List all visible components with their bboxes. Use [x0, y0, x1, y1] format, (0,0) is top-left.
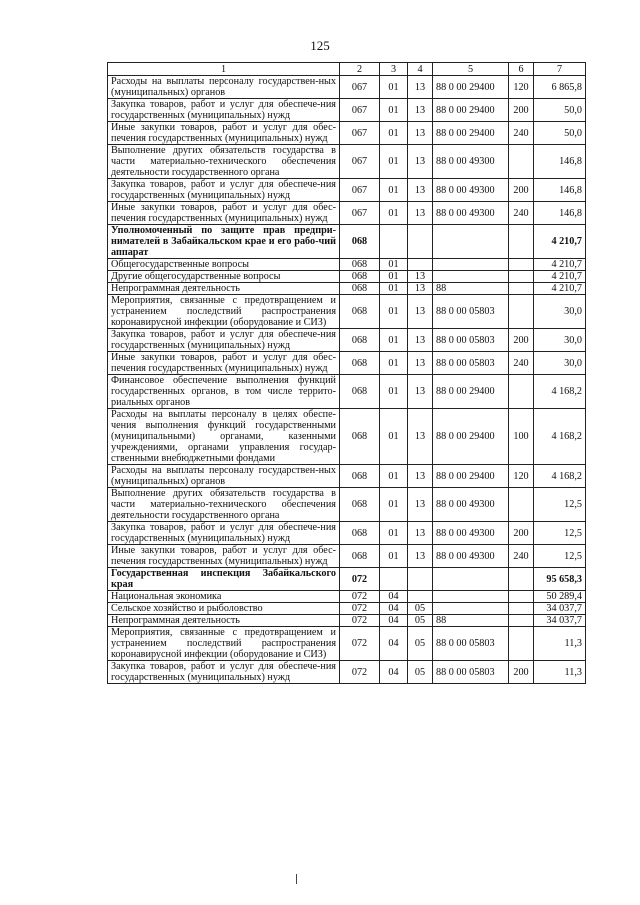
row-name-cell: Расходы на выплаты персоналу в целях обеспе-чения выполнения функций государственными (муниципальными) органами, казенными учреждениями, органами управления государ-ственными внебюджетными фондами [108, 409, 340, 465]
subsection-code-cell [408, 591, 433, 603]
expense-type-cell [509, 591, 534, 603]
target-article-cell: 88 [433, 283, 509, 295]
table-row [108, 488, 586, 522]
amount-cell: 50,0 [534, 99, 586, 122]
amount-cell: 30,0 [534, 295, 586, 329]
amount-cell: 146,8 [534, 179, 586, 202]
grbs-code-cell: 068 [340, 225, 380, 259]
header-cell: 5 [433, 63, 509, 76]
section-code-cell: 01 [380, 145, 408, 179]
table-row [108, 465, 586, 488]
amount-cell: 34 037,7 [534, 615, 586, 627]
target-article-cell: 88 0 00 49300 [433, 179, 509, 202]
row-name-cell: Закупка товаров, работ и услуг для обеспече-ния государственных (муниципальных) нужд [108, 661, 340, 684]
row-name-cell: Национальная экономика [108, 591, 340, 603]
amount-cell: 4 210,7 [534, 225, 586, 259]
target-article-cell: 88 0 00 05803 [433, 295, 509, 329]
amount-cell: 12,5 [534, 488, 586, 522]
subsection-code-cell: 13 [408, 352, 433, 375]
target-article-cell: 88 0 00 29400 [433, 375, 509, 409]
subsection-code-cell: 13 [408, 409, 433, 465]
section-code-cell [380, 225, 408, 259]
section-code-cell: 01 [380, 295, 408, 329]
amount-cell: 12,5 [534, 522, 586, 545]
section-code-cell: 01 [380, 375, 408, 409]
grbs-code-cell: 072 [340, 591, 380, 603]
amount-cell: 4 210,7 [534, 271, 586, 283]
grbs-code-cell: 072 [340, 568, 380, 591]
target-article-cell [433, 259, 509, 271]
subsection-code-cell: 13 [408, 76, 433, 99]
amount-cell: 50 289,4 [534, 591, 586, 603]
target-article-cell: 88 0 00 29400 [433, 465, 509, 488]
footer-mark [296, 874, 297, 884]
subsection-code-cell: 13 [408, 283, 433, 295]
page-number: 125 [310, 38, 330, 53]
target-article-cell [433, 603, 509, 615]
row-name-cell: Закупка товаров, работ и услуг для обеспече-ния государственных (муниципальных) нужд [108, 329, 340, 352]
section-code-cell: 01 [380, 179, 408, 202]
subsection-code-cell: 05 [408, 603, 433, 615]
amount-cell: 146,8 [534, 145, 586, 179]
table-row [108, 603, 586, 615]
target-article-cell: 88 0 00 49300 [433, 545, 509, 568]
table-row [108, 122, 586, 145]
row-name-cell: Общегосударственные вопросы [108, 259, 340, 271]
table-row [108, 179, 586, 202]
row-name-cell: Уполномоченный по защите прав предпри-нимателей в Забайкальском крае и его рабо-чий аппарат [108, 225, 340, 259]
target-article-cell: 88 0 00 05803 [433, 352, 509, 375]
row-name-cell: Расходы на выплаты персоналу государствен-ных (муниципальных) органов [108, 76, 340, 99]
expense-type-cell [509, 375, 534, 409]
grbs-code-cell: 068 [340, 352, 380, 375]
budget-table [107, 62, 586, 684]
subsection-code-cell: 05 [408, 661, 433, 684]
expense-type-cell: 120 [509, 76, 534, 99]
row-name-cell: Закупка товаров, работ и услуг для обеспече-ния государственных (муниципальных) нужд [108, 99, 340, 122]
subsection-code-cell: 13 [408, 329, 433, 352]
expense-type-cell [509, 488, 534, 522]
amount-cell: 50,0 [534, 122, 586, 145]
table-row [108, 271, 586, 283]
grbs-code-cell: 067 [340, 99, 380, 122]
expense-type-cell: 120 [509, 465, 534, 488]
expense-type-cell: 240 [509, 352, 534, 375]
section-code-cell: 01 [380, 202, 408, 225]
target-article-cell [433, 271, 509, 283]
grbs-code-cell: 067 [340, 145, 380, 179]
row-name-cell: Расходы на выплаты персоналу государствен-ных (муниципальных) органов [108, 465, 340, 488]
header-cell: 7 [534, 63, 586, 76]
grbs-code-cell: 068 [340, 522, 380, 545]
table-row [108, 661, 586, 684]
row-name-cell: Государственная инспекция Забайкальского края [108, 568, 340, 591]
amount-cell: 4 210,7 [534, 283, 586, 295]
section-code-cell: 01 [380, 488, 408, 522]
section-code-cell: 01 [380, 259, 408, 271]
row-name-cell: Мероприятия, связанные с предотвращением и устранением последствий распространения коронавирусной инфекции (оборудование и СИЗ) [108, 627, 340, 661]
table-row [108, 627, 586, 661]
header-cell: 2 [340, 63, 380, 76]
amount-cell: 11,3 [534, 661, 586, 684]
target-article-cell: 88 0 00 49300 [433, 145, 509, 179]
target-article-cell: 88 [433, 615, 509, 627]
table-row [108, 295, 586, 329]
section-code-cell: 01 [380, 409, 408, 465]
subsection-code-cell [408, 225, 433, 259]
expense-type-cell: 240 [509, 545, 534, 568]
target-article-cell: 88 0 00 49300 [433, 202, 509, 225]
subsection-code-cell: 13 [408, 465, 433, 488]
table-row [108, 225, 586, 259]
section-code-cell: 01 [380, 99, 408, 122]
grbs-code-cell: 072 [340, 627, 380, 661]
amount-cell: 12,5 [534, 545, 586, 568]
amount-cell: 146,8 [534, 202, 586, 225]
table-body [108, 63, 586, 684]
amount-cell: 4 168,2 [534, 375, 586, 409]
target-article-cell: 88 0 00 05803 [433, 661, 509, 684]
grbs-code-cell: 068 [340, 283, 380, 295]
section-code-cell: 01 [380, 76, 408, 99]
subsection-code-cell [408, 568, 433, 591]
target-article-cell: 88 0 00 29400 [433, 99, 509, 122]
table-row [108, 568, 586, 591]
amount-cell: 4 168,2 [534, 409, 586, 465]
subsection-code-cell: 13 [408, 271, 433, 283]
row-name-cell: Непрограммная деятельность [108, 283, 340, 295]
grbs-code-cell: 068 [340, 375, 380, 409]
grbs-code-cell: 072 [340, 661, 380, 684]
subsection-code-cell: 05 [408, 627, 433, 661]
table-row [108, 545, 586, 568]
target-article-cell: 88 0 00 49300 [433, 522, 509, 545]
target-article-cell: 88 0 00 05803 [433, 627, 509, 661]
grbs-code-cell: 067 [340, 122, 380, 145]
target-article-cell [433, 568, 509, 591]
section-code-cell: 01 [380, 522, 408, 545]
row-name-cell: Финансовое обеспечение выполнения функций государственных органов, в том числе террито-риальных органов [108, 375, 340, 409]
amount-cell: 34 037,7 [534, 603, 586, 615]
amount-cell: 6 865,8 [534, 76, 586, 99]
section-code-cell: 01 [380, 352, 408, 375]
subsection-code-cell: 13 [408, 488, 433, 522]
expense-type-cell: 100 [509, 409, 534, 465]
table-row [108, 145, 586, 179]
section-code-cell: 01 [380, 122, 408, 145]
subsection-code-cell: 13 [408, 122, 433, 145]
subsection-code-cell: 13 [408, 375, 433, 409]
subsection-code-cell: 13 [408, 179, 433, 202]
table-row [108, 283, 586, 295]
expense-type-cell [509, 259, 534, 271]
grbs-code-cell: 068 [340, 488, 380, 522]
header-cell: 4 [408, 63, 433, 76]
expense-type-cell [509, 271, 534, 283]
header-cell: 3 [380, 63, 408, 76]
target-article-cell: 88 0 00 29400 [433, 409, 509, 465]
row-name-cell: Иные закупки товаров, работ и услуг для обес-печения государственных (муниципальных) нужд [108, 202, 340, 225]
row-name-cell: Непрограммная деятельность [108, 615, 340, 627]
table-row [108, 259, 586, 271]
table-row [108, 202, 586, 225]
grbs-code-cell: 067 [340, 202, 380, 225]
grbs-code-cell: 072 [340, 603, 380, 615]
grbs-code-cell: 067 [340, 76, 380, 99]
grbs-code-cell: 067 [340, 179, 380, 202]
target-article-cell: 88 0 00 05803 [433, 329, 509, 352]
table-row [108, 591, 586, 603]
expense-type-cell: 200 [509, 99, 534, 122]
expense-type-cell [509, 225, 534, 259]
expense-type-cell [509, 627, 534, 661]
section-code-cell: 04 [380, 627, 408, 661]
expense-type-cell: 240 [509, 122, 534, 145]
subsection-code-cell: 13 [408, 522, 433, 545]
amount-cell: 11,3 [534, 627, 586, 661]
section-code-cell: 04 [380, 603, 408, 615]
section-code-cell: 01 [380, 271, 408, 283]
section-code-cell: 04 [380, 615, 408, 627]
row-name-cell: Сельское хозяйство и рыболовство [108, 603, 340, 615]
expense-type-cell: 200 [509, 661, 534, 684]
target-article-cell: 88 0 00 29400 [433, 122, 509, 145]
table-row [108, 352, 586, 375]
subsection-code-cell: 13 [408, 202, 433, 225]
expense-type-cell [509, 283, 534, 295]
row-name-cell: Закупка товаров, работ и услуг для обеспече-ния государственных (муниципальных) нужд [108, 522, 340, 545]
target-article-cell [433, 591, 509, 603]
row-name-cell: Выполнение других обязательств государства в части материально-технического обеспечения деятельности государственного органа [108, 488, 340, 522]
table-row [108, 375, 586, 409]
row-name-cell: Другие общегосударственные вопросы [108, 271, 340, 283]
subsection-code-cell: 13 [408, 295, 433, 329]
header-cell: 6 [509, 63, 534, 76]
row-name-cell: Мероприятия, связанные с предотвращением и устранением последствий распространения коронавирусной инфекции (оборудование и СИЗ) [108, 295, 340, 329]
grbs-code-cell: 068 [340, 409, 380, 465]
amount-cell: 30,0 [534, 352, 586, 375]
table-row [108, 99, 586, 122]
grbs-code-cell: 068 [340, 545, 380, 568]
section-code-cell: 01 [380, 465, 408, 488]
section-code-cell: 04 [380, 661, 408, 684]
grbs-code-cell: 068 [340, 329, 380, 352]
subsection-code-cell [408, 259, 433, 271]
subsection-code-cell: 13 [408, 545, 433, 568]
expense-type-cell [509, 615, 534, 627]
table-row [108, 329, 586, 352]
section-code-cell: 01 [380, 545, 408, 568]
expense-type-cell [509, 295, 534, 329]
expense-type-cell [509, 568, 534, 591]
amount-cell: 30,0 [534, 329, 586, 352]
grbs-code-cell: 068 [340, 271, 380, 283]
amount-cell: 95 658,3 [534, 568, 586, 591]
section-code-cell: 01 [380, 283, 408, 295]
section-code-cell: 04 [380, 591, 408, 603]
target-article-cell [433, 225, 509, 259]
grbs-code-cell: 068 [340, 259, 380, 271]
expense-type-cell [509, 145, 534, 179]
expense-type-cell: 200 [509, 329, 534, 352]
expense-type-cell: 200 [509, 179, 534, 202]
amount-cell: 4 210,7 [534, 259, 586, 271]
row-name-cell: Иные закупки товаров, работ и услуг для обес-печения государственных (муниципальных) нужд [108, 352, 340, 375]
amount-cell: 4 168,2 [534, 465, 586, 488]
header-row [108, 63, 586, 76]
expense-type-cell: 200 [509, 522, 534, 545]
subsection-code-cell: 13 [408, 99, 433, 122]
table-row [108, 76, 586, 99]
target-article-cell: 88 0 00 49300 [433, 488, 509, 522]
table-row [108, 409, 586, 465]
grbs-code-cell: 072 [340, 615, 380, 627]
row-name-cell: Выполнение других обязательств государства в части материально-технического обеспечения деятельности государственного органа [108, 145, 340, 179]
expense-type-cell [509, 603, 534, 615]
table-row [108, 522, 586, 545]
header-cell: 1 [108, 63, 340, 76]
expense-type-cell: 240 [509, 202, 534, 225]
subsection-code-cell: 13 [408, 145, 433, 179]
row-name-cell: Иные закупки товаров, работ и услуг для обес-печения государственных (муниципальных) нужд [108, 545, 340, 568]
subsection-code-cell: 05 [408, 615, 433, 627]
table-row [108, 615, 586, 627]
row-name-cell: Иные закупки товаров, работ и услуг для обес-печения государственных (муниципальных) нужд [108, 122, 340, 145]
row-name-cell: Закупка товаров, работ и услуг для обеспече-ния государственных (муниципальных) нужд [108, 179, 340, 202]
target-article-cell: 88 0 00 29400 [433, 76, 509, 99]
section-code-cell [380, 568, 408, 591]
grbs-code-cell: 068 [340, 295, 380, 329]
section-code-cell: 01 [380, 329, 408, 352]
grbs-code-cell: 068 [340, 465, 380, 488]
